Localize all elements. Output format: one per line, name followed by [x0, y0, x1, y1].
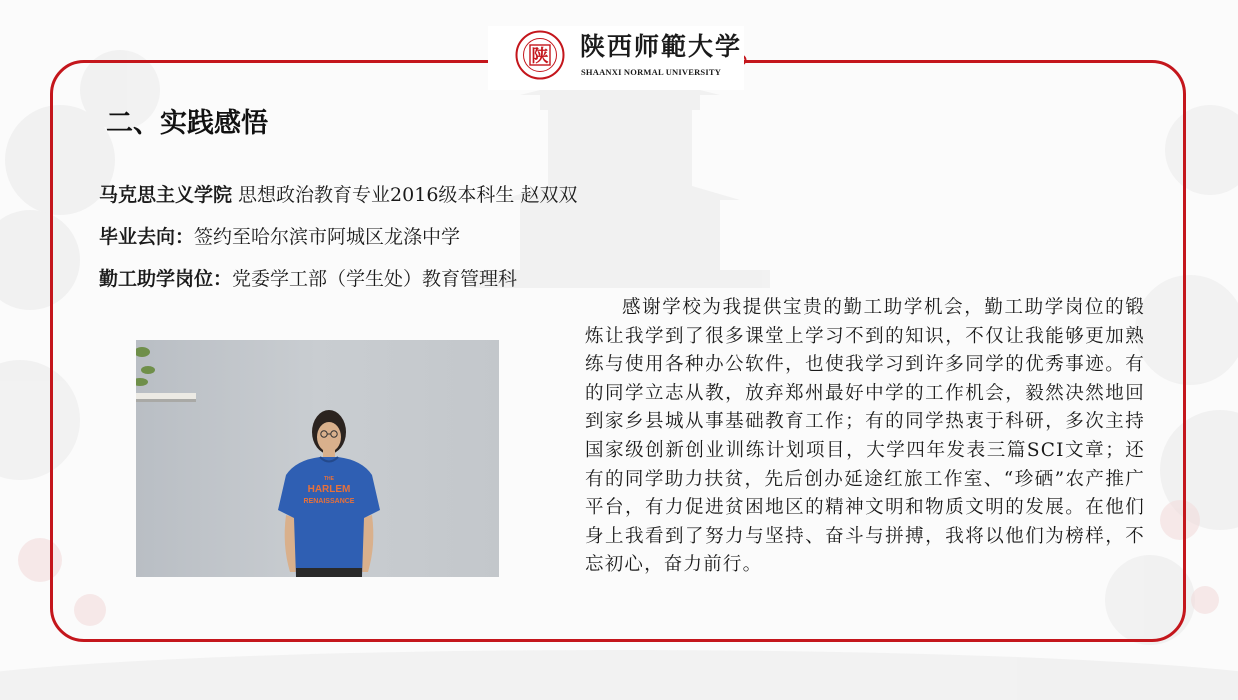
destination-line — [99, 222, 460, 252]
position-line — [99, 264, 517, 294]
shirt-text-1: THE — [324, 476, 334, 482]
shirt-text-3: RENAISSANCE — [303, 498, 355, 505]
student-photo — [136, 340, 499, 577]
university-name-cn: 陕西师範大学 — [580, 32, 743, 61]
college-value: 思想政治教育专业2016级本科生 赵双双 — [232, 184, 578, 206]
reflection-essay: 感谢学校为我提供宝贵的勤工助学机会，勤工助学岗位的锻炼让我学到了很多课堂上学习不到的知识，不仅让我能够更加熟练与使用各种办公软件，也使我学习到许多同学的优秀事迹。有的同学立志从教，放弃郑州最好中学的工作机会，毅然决然地回到家乡县城从事基础教育工作；有的同学热衷于科研，多次主持国家级创新创业训练计划项目，大学四年发表三篇SCI文章；还有的同学助力扶贫，先后创办延途红旅工作室、“珍硒”农产推广平台，有力促进贫困地区的精神文明和物质文明的发展。在他们身上我看到了努力与坚持、奋斗与拼搏，我将以他们为榜样，不忘初心，奋力前行。 — [585, 297, 1145, 576]
university-logo — [488, 26, 744, 90]
shirt-text-2: HARLEM — [307, 484, 351, 495]
college-label: 马克思主义学院 — [99, 184, 233, 206]
college-line — [99, 180, 577, 210]
section-title: 二、实践感悟 — [106, 108, 268, 139]
position-value: 党委学工部（学生处）教育管理科 — [232, 268, 518, 290]
position-label: 勤工助学岗位： — [99, 268, 233, 290]
university-seal-icon — [515, 30, 565, 80]
destination-value: 签约至哈尔滨市阿城区龙涤中学 — [194, 226, 461, 248]
destination-label: 毕业去向： — [99, 226, 195, 248]
university-name-en: SHAANXI NORMAL UNIVERSITY — [581, 67, 722, 77]
seal-character: 陕 — [531, 46, 549, 67]
